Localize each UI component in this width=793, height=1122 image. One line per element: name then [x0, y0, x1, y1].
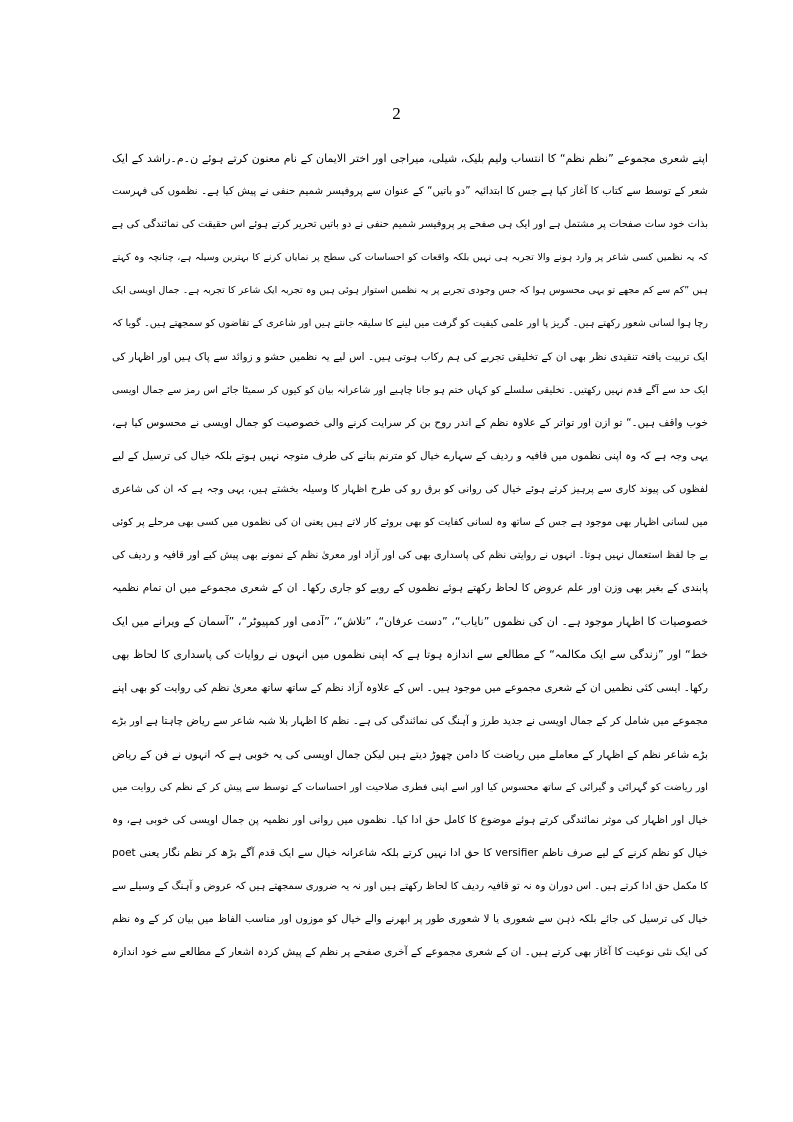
text-line: ہیں ”کم سے کم مجھے تو یہی محسوس ہوا کہ جس وجودی تجربے پر یہ نظمیں استوار ہوئی ہیں وہ تجربہ ایک شاعر کا تجربہ ہے۔ جمال اویسی ایک: [112, 285, 708, 297]
text-line: رکھا۔ ایسی کئی نظمیں ان کے شعری مجموعے میں موجود ہیں۔ اس کے علاوہ آزاد نظم کے ساتھ ساتھ معریٰ نظم کی روایت کو بھی اپنے: [112, 681, 708, 694]
text-line: بذات خود سات صفحات پر مشتمل ہے اور ایک ہی صفحے پر پروفیسر شمیم حنفی نے دو باتیں تحریر کرتے ہوئے اس حقیقت کی نمائندگی کی ہے: [112, 219, 708, 231]
text-line: اپنے شعری مجموعے ”نظم نظم“ کا انتساب ولیم بلیک، شیلی، میراجی اور اختر الایمان کے نام معنون کرتے ہوئے ن۔م۔راشد کے ایک: [112, 152, 708, 165]
text-line: بے جا لفظ استعمال نہیں ہوتا۔ انہوں نے روایتی نظم کی پاسداری بھی کی اور آزاد اور معریٰ نظم کے نمونے بھی پیش کیے اور قافیہ و ردیف کی: [112, 550, 708, 562]
text-line: کا مکمل حق ادا کرتے ہیں۔ اس دوران وہ نہ تو قافیہ ردیف کا لحاظ رکھتے ہیں اور نہ یہ ضروری سمجھتے ہیں کہ عروض و آہنگ کے وسیلے سے: [112, 881, 708, 893]
text-line: کی ایک نئی نوعیت کا آغاز بھی کرتے ہیں۔ ان کے شعری مجموعے کے آخری صفحے پر نظم کے پیش کردہ اشعار کے مطالعے سے خود اندازہ: [112, 946, 708, 959]
text-line: خیال اور اظہار کی موثر نمائندگی کرتے ہوئے موضوع کا کامل حق ادا کیا۔ نظموں میں روانی اور نظمیہ پن جمال اویسی کی خوبی ہے، وہ: [112, 813, 708, 826]
text-line: رچا ہوا لسانی شعور رکھتے ہیں۔ گریز پا اور علمی کیفیت کو گرفت میں لینے کا سلیقہ جانتے ہیں اور شاعری کے تقاضوں کو سمجھتے ہیں۔ گویا کہ: [112, 318, 708, 330]
text-line: لفظوں کی پیوند کاری سے پرہیز کرتے ہوئے خیال کی روانی کو برق رو کی طرح اظہار کا وسیلہ بخشتے ہیں، یہی وجہ ہے کہ ان کی شاعری: [112, 483, 708, 495]
text-line: شعر کے توسط سے کتاب کا آغاز کیا ہے جس کا ابتدائیہ ”دو باتیں“ کے عنوان سے پروفیسر شمیم حنفی نے پیش کیا ہے۔ نظموں کی فہرست: [112, 185, 708, 198]
text-line: خط“ اور ”زندگی سے ایک مکالمہ“ کے مطالعے سے اندازہ ہوتا ہے کہ اپنی نظموں میں انہوں نے روایات کی پاسداری کا لحاظ بھی: [112, 648, 708, 662]
text-line: مجموعے میں شامل کر کے جمال اویسی نے جدید طرز و آہنگ کی نمائندگی کی ہے۔ نظم کا اظہار بلا شبہ شاعر سے ریاض چاہتا ہے اور بڑے: [112, 714, 708, 727]
text-line: ایک تربیت یافتہ تنقیدی نظر بھی ان کے تخلیقی تجربے کی ہم رکاب ہوتی ہیں۔ اس لیے یہ نظمیں حشو و زوائد سے پاک ہیں اور اظہار کی: [112, 350, 708, 363]
text-line: ایک حد سے آگے قدم نہیں رکھتیں۔ تخلیقی سلسلے کو کہاں ختم ہو جانا چاہیے اور شاعرانہ بیان کو کیوں کر سمیٹا جائے اس رمز سے جمال اویسی: [112, 384, 708, 396]
text-line: خصوصیات کا اظہار موجود ہے۔ ان کی نظموں ”نایاب“، ”دست عرفان“، ”تلاش“، ”آدمی اور کمپیوٹر“، ”آسمان کے ویرانے میں ایک: [112, 615, 708, 629]
body-paragraph: [112, 142, 708, 969]
page-number: 2: [392, 104, 401, 123]
text-line: خیال کو نظم کرنے کے لیے صرف ناظم versifier کا حق ادا نہیں کرتے بلکہ شاعرانہ خیال سے ایک قدم آگے بڑھ کر نظم نگار یعنی poet: [112, 846, 708, 859]
text-line: یہی وجہ ہے کہ وہ اپنی نظموں میں قافیہ و ردیف کے سہارے خیال کو مترنم بنانے کی طرف متوجہ نہیں ہوتے بلکہ خیال کی ترسیل کے لیے: [112, 449, 708, 462]
text-line: خوب واقف ہیں۔“ تو ازن اور تواتر کے علاوہ نظم کے اندر روح بن کر سرایت کرنے والی خصوصیت کو جمال اویسی نے محسوس کیا ہے،: [112, 416, 708, 429]
text-line: میں لسانی اظہار بھی موجود ہے جس کے ساتھ وہ لسانی کفایت کو بھی بروئے کار لاتے ہیں یعنی ان کی نظموں میں کسی بھی مرحلے پر کوئی: [112, 517, 708, 529]
text-line: پابندی کے بغیر بھی وزن اور علم عروض کا لحاظ رکھتے ہوئے نظموں کے رویے کو جاری رکھا۔ ان کے شعری مجموعے میں ان تمام نظمیہ: [112, 582, 708, 595]
text-line: اور ریاضت کو گہرائی و گیرائی کے ساتھ محسوس کیا اور اسے اپنی فطری صلاحیت اور احساسات کے توسط سے پیش کر کے نظم کی روایت میں: [112, 781, 708, 793]
text-line: خیال کی ترسیل کی جائے بلکہ ذہن سے شعوری یا لا شعوری طور پر ابھرنے والے خیال کو موزوں اور مناسب الفاظ میں بیان کر کے وہ نظم: [112, 913, 708, 926]
text-line: بڑے شاعر نظم کے اظہار کے معاملے میں ریاضت کا دامن چھوڑ دیتے ہیں لیکن جمال اویسی کی یہ خوبی ہے کہ انہوں نے فن کے ریاض: [112, 747, 708, 761]
text-line: کہ یہ نظمیں کسی شاعر پر وارد ہونے والا تجربہ ہی نہیں بلکہ واقعات کو احساسات کی سطح پر نمایاں کرنے کا بہترین وسیلہ ہے، چنانچہ وہ کہتے: [112, 252, 708, 264]
